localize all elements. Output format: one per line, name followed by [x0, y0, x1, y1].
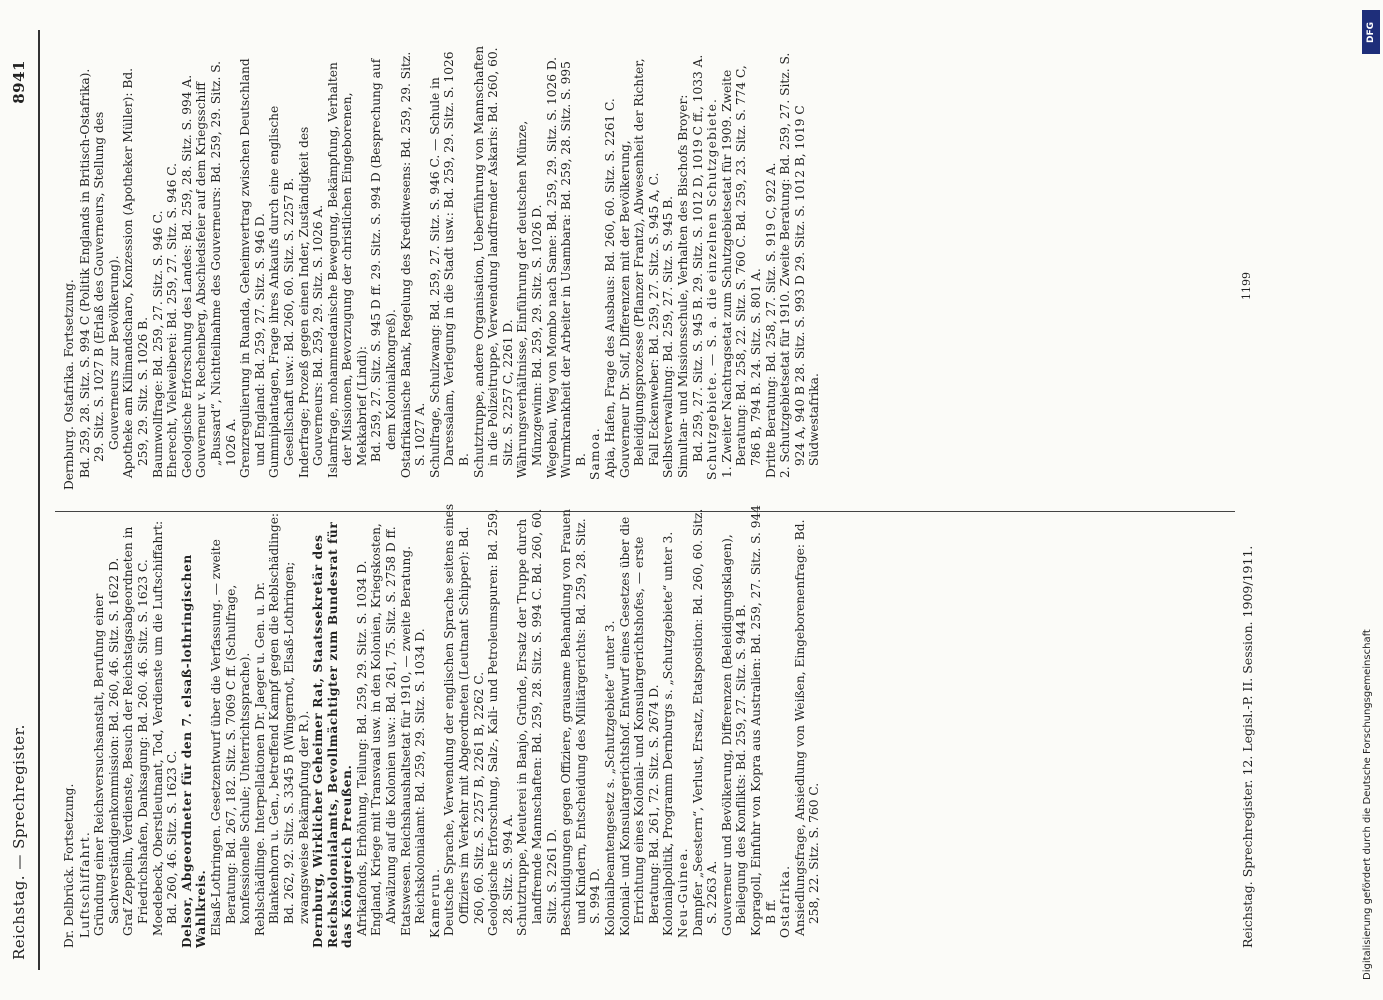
register-entry: Eherecht, Vielweiberei: Bd. 259, 27. Sitz. S. 946 C.: [165, 162, 180, 478]
register-heading: Dernburg, Wirklicher Geheimer Rat, Staatssekretär des Reichskolonialamts, Bevollmächtigter zum Bundesrat für das Königreich Preußen.: [311, 521, 355, 948]
register-entry: Gouverneur v. Rechenberg, Abschiedsfeier auf dem Kriegsschiff „Bussard“, Nichtteilnahme des Gouverneurs: Bd. 259, 29. Sitz. S. 1026 A.: [194, 61, 238, 478]
register-entry: Graf Zeppelin, Verdienste, Besuch der Reichstagsabgeordneten in Friedrichshafen, Danksagung: Bd. 260. 46. Sitz. S. 1623 C.: [121, 526, 150, 936]
register-entry: 29. Sitz. S. 1027 B (Erlaß des Gouverneurs, Stellung des Gouverneurs zur Bevölkerung).: [92, 111, 121, 462]
digitization-strip: [1360, 10, 1382, 990]
register-entry: Bd. 259, 28. Sitz. S. 994 C (Politik Englands in Britisch-Ostafrika).: [77, 68, 92, 478]
register-entry: Afrikafonds, Erhöhung, Teilung: Bd. 259, 29. Sitz. S. 1034 D.: [354, 560, 369, 936]
register-entry: Wegebau, Weg von Mombo nach Same: Bd. 259, 29. Sitz. S. 1026 D.: [544, 56, 559, 478]
register-subheading: Samoa.: [588, 427, 603, 480]
page-header: [10, 60, 34, 960]
register-entry: Schutztruppe, andere Organisation, Ueberführung von Mannschaften in die Polizeitruppe, Verwendung landfremder Askaris: Bd. 260, 60. Sitz. S. 2257 C, 2261 D.: [471, 45, 515, 478]
register-entry: Baumwollfrage: Bd. 259, 27. Sitz. S. 946 C.: [150, 210, 165, 478]
register-entry: Reblschädlinge. Interpellationen Dr. Jaeger u. Gen. u. Dr. Blankenhorn u. Gen., betreffend Kampf gegen die Reblschädlinge: Bd. 262, 92. Sitz. S. 3345 B (Wingernot, Elsaß-Lothringen; zwangsweise Bekämpfung der R.).: [252, 512, 311, 936]
register-entry: Geologische Erforschung, Salz-, Kali- und Petroleumspuren: Bd. 259, 28. Sitz. S. 994 A.: [486, 508, 515, 936]
register-entry: Gouverneur und Bevölkerung, Differenzen (Beleidigungsklagen), Beilegung des Konflikts: Bd. 259, 27. Sitz. S. 944 B.: [719, 534, 749, 936]
footer-page-number: 1199: [1240, 272, 1253, 300]
register-entry: Apotheke am Kilimandscharo, Konzession (Apotheker Müller): Bd. 259, 29. Sitz. S. 1026 B.: [121, 68, 150, 478]
page-number: 8941: [10, 60, 28, 104]
register-entry: Ostafrikanische Bank, Regelung des Kreditwesens: Bd. 259, 29. Sitz. S. 1027 A.: [398, 51, 428, 478]
register-entry: Wurmkrankheit der Arbeiter in Usambara: Bd. 259, 28. Sitz. S. 995 B.: [559, 61, 588, 478]
register-subheading: Kamerun.: [427, 867, 442, 938]
register-entry: Islamfrage, mohammedanische Bewegung, Bekämpfung, Verhalten der Missionen, Bevorzugung der christlichen Eingeborenen, Mekkabrief (Lindi):: [325, 62, 369, 478]
register-entry: Moedebeck, Oberstleutnant, Tod, Verdienste um die Luftschiffahrt: Bd. 260, 46. Sitz. S. 1623 C.: [150, 520, 180, 936]
register-entry: Kolonialbeamtengesetz s. „Schutzgebiete“ unter 3.: [602, 620, 617, 936]
register-entry: Bd. 259, 27. Sitz. S. 945 B. 29. Sitz. S. 1012 D, 1019 C ff., 1033 A.: [690, 54, 705, 462]
register-heading: Delsor, Abgeordneter für den 7. elsaß-lothringischen Wahlkreis.: [179, 554, 209, 948]
register-entry: 2. Schutzgebietsetat für 1910. Zweite Beratung: Bd. 259, 27. Sitz. S. 924 A, 940 B 28. Sitz. S. 993 D 29. Sitz. S. 1012 B, 1019 C Südwestafrika.: [778, 52, 822, 478]
register-entry: Gummiplantagen, Frage ihres Ankaufs durch eine englische Gesellschaft usw.: Bd. 260, 60. Sitz. S. 2257 B.: [267, 105, 296, 478]
register-entry: Grenzregulierung in Ruanda, Geheimvertrag zwischen Deutschland und England: Bd. 259, 27. Sitz. S. 946 D.: [238, 58, 267, 478]
footer-text: Reichstag. Sprechregister. 12. Legisl.-P. II. Session. 1909/1911.: [1240, 545, 1255, 948]
register-entry: Elsaß-Lothringen. Gesetzentwurf über die Verfassung. — zweite Beratung: Bd. 267, 182. Sitz. S. 7069 C ff. (Schulfrage, konfessionelle Schule; Unterrichtssprache).: [208, 539, 253, 936]
register-entry: Währungsverhältnisse, Einführung der deutschen Münze, Münzgewinn: Bd. 259, 29. Sitz. S. 1026 D.: [515, 120, 544, 478]
register-entry: Apia, Hafen, Frage des Ausbaus: Bd. 260, 60. Sitz. S. 2261 C.: [602, 98, 617, 478]
left-column: [62, 503, 822, 948]
register-entry: Dr. Delbrück. Fortsetzung.: [62, 783, 76, 948]
register-subheading: Schutzgebiete. — S. a. die einzelnen Schutzgebiete.: [705, 97, 720, 480]
register-entry: Schutztruppe, Meuterei in Banjo, Gründe, Ersatz der Truppe durch landfremde Mannschaften: Bd. 259, 28. Sitz. S. 994 C. Bd. 260, 60. Sitz. S. 2261 D.: [515, 508, 559, 936]
register-subheading: Neu-Guinea.: [675, 847, 690, 938]
register-entry: Etatswesen. Reichshaushaltsetat für 1910, — zweite Beratung. Reichskolonialamt: Bd. 259, 29. Sitz. S. 1034 D.: [398, 545, 428, 936]
register-entry: Beschuldigungen gegen Offiziere, grausame Behandlung von Frauen und Kindern, Entscheidung des Militärgerichts: Bd. 259, 28. Sitz. S. 994 D.: [559, 509, 603, 936]
register-entry: Gründung einer Reichsversuchsanstalt, Berufung einer Sachverständigenkommission: Bd. 260, 46. Sitz. S. 1622 D.: [92, 557, 121, 936]
register-entry: Inderfrage; Prozeß gegen einen Inder, Zuständigkeit des Gouverneurs: Bd. 259, 29. Sitz. S. 1026 A.: [296, 126, 326, 478]
register-entry: Kolonialpolitik, Programm Dernburgs s. „Schutzgebiete“ unter 3.: [661, 531, 676, 936]
register-entry: 1. Zweiter Nachtragsetat zum Schutzgebietsetat für 1909. Zweite Beratung: Bd. 258, 22. Sitz. S. 760 C. Bd. 259, 23. Sitz. S. 774 C, 786 B, 794 B. 24. Sitz. S. 801 A.: [719, 65, 763, 478]
register-entry: England, Kriege mit Transvaal usw. in den Kolonien, Kriegskosten, Abwälzung auf die Kolonien usw.: Bd. 261, 75. Sitz. S. 2758 D ff.: [369, 523, 399, 936]
dfg-logo: DFG: [1362, 10, 1380, 54]
register-subheading: Ostafrika.: [778, 864, 793, 938]
header-title: Reichstag. — Sprechregister.: [10, 724, 28, 960]
register-subheading: Luftschiffahrt.: [77, 831, 92, 938]
register-entry: Selbstverwaltung: Bd. 259, 27. Sitz. S. 945 B.: [661, 195, 676, 478]
register-entry: Kopragoll, Einfuhr von Kopra aus Australien: Bd. 259, 27. Sitz. S. 944 B ff.: [748, 504, 778, 936]
register-entry: Ansiedlungsfrage, Ansiedlung von Weißen, Eingeborenenfrage: Bd. 258, 22. Sitz. S. 760 C.: [792, 519, 822, 936]
right-column: [62, 45, 822, 490]
register-entry: Deutsche Sprache, Verwendung der englischen Sprache seitens eines Offiziers im Verkehr mit Abgeordneten (Leutnant Schipper): Bd. 260, 60. Sitz. S. 2257 B, 2261 B, 2262 C.: [442, 503, 486, 936]
digitization-note: Digitalisierung gefördert durch die Deutsche Forschungsgemeinschaft: [1362, 629, 1373, 980]
register-entry: Dernburg. Ostafrika. Fortsetzung.: [62, 279, 76, 490]
register-entry: Dampfer „Seestern“, Verlust, Ersatz, Etatsposition: Bd. 260, 60. Sitz. S. 2263 A.: [690, 508, 720, 936]
register-entry: Bd. 259, 27. Sitz. S. 945 D ff. 29. Sitz. S. 994 D (Besprechung auf dem Kolonialkongreß).: [369, 58, 399, 462]
register-entry: Gouverneur Dr. Solf, Differenzen mit der Bevölkerung, Beleidigungsprozesse (Pflanzer Frantz), Abwesenheit der Richter, Fall Eckenweber: Bd. 259, 27. Sitz. S. 945 A, C.: [617, 58, 661, 478]
register-entry: Dritte Beratung: Bd. 258, 27. Sitz. S. 919 C, 922 A.: [763, 162, 778, 478]
header-rule: [38, 30, 40, 970]
register-entry: Kolonial- und Konsulargerichtshof. Entwurf eines Gesetzes über die Errichtung eines Kolonial- und Konsulargerichtshofes, — erste Beratung: Bd. 261, 72. Sitz. S. 2674 D.: [617, 516, 661, 936]
register-entry: Simultan- und Missionsschule, Verhalten des Bischofs Broyer:: [675, 94, 690, 478]
register-entry: Schulfrage, Schulzwang: Bd. 259, 27. Sitz. S. 946 C. — Schule in Daressalam, Verlegung in die Stadt usw.: Bd. 259, 29. Sitz. S. 1026 B.: [427, 51, 472, 478]
register-entry: Geologische Erforschung des Landes: Bd. 259, 28. Sitz. S. 994 A.: [179, 74, 194, 478]
